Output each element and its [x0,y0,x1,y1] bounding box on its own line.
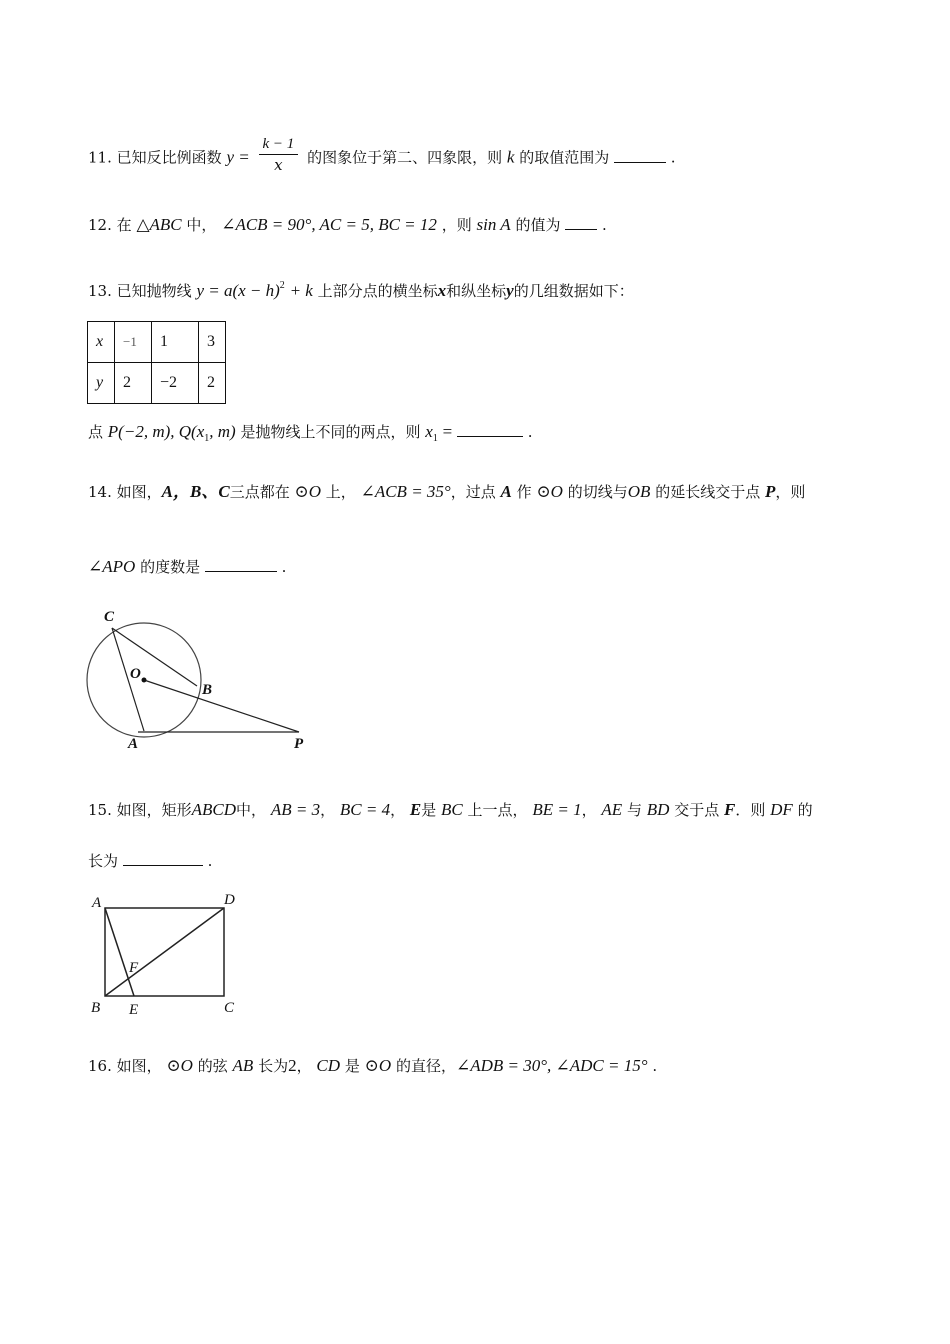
q11-y-eq: y = [226,147,250,167]
q15-text-pre: 如图，矩形 [116,801,192,819]
q11-frac-den: x [274,156,283,174]
table-cell: −2 [152,363,199,404]
question-13 [88,276,634,301]
q13-x1-sub: 1 [432,433,438,444]
q11-var-k: k [506,147,515,167]
q13-points-end: , m) [209,422,236,441]
q12-text-mid2: ，则 [441,216,472,234]
q13-eq-b: + k [289,281,313,300]
q14-end: . [281,558,287,576]
q16-end: . [652,1057,658,1075]
q14-point-a: A [500,482,512,501]
q14-figure [84,608,314,753]
q16-number: 16. [88,1057,112,1075]
q16-circle: ⊙O [166,1056,193,1075]
q15-answer-blank[interactable] [123,851,203,866]
q14-label-a: A [128,736,139,752]
q15-end: . [207,852,213,870]
q14-point-p: P [765,482,776,501]
q16-text-mid4: 的直径， [395,1057,456,1075]
table-cell: 2 [199,363,226,404]
q14-line2-post: 的度数是 [140,558,201,576]
q11-text-mid: 的图象位于第二、四象限，则 [307,148,503,167]
q13-points-sub: 1 [204,433,210,444]
q16-text-mid2: 长为 [258,1057,289,1075]
q15-point-e: E [409,800,422,819]
q12-condition: ∠ACB = 90°, AC = 5, BC = 12 [221,215,437,234]
q11-text-post: 的取值范围为 [519,148,610,167]
q15-text-mid6: ．则 [735,801,766,819]
q15-df: DF [770,800,793,819]
q15-be: BE = 1 [532,800,582,819]
table-cell: x [88,322,115,363]
q14-points: A，B、C [161,482,230,501]
q13-eq-a: y = a(x − h) [196,281,280,300]
q14-circle2: ⊙O [536,482,563,501]
q12-end: . [602,216,607,234]
q14-text-mid2: 上， [325,483,356,501]
table-cell: 3 [199,322,226,363]
q12-triangle: △ABC [136,215,182,234]
q12-expression: sin A [476,215,511,234]
q15-ab: AB = 3 [270,800,321,819]
q15-number: 15. [88,801,112,819]
q15-segment-bd [105,908,224,996]
q15-bd: BD [646,800,670,819]
q12-text-pre: 在 [116,216,132,234]
q14-number: 14. [88,483,112,501]
q14-ob: OB [627,482,651,501]
q13-text-pre: 已知抛物线 [116,282,192,300]
q12-text-mid1: 中， [186,216,217,234]
q15-text-mid4: 与 [626,801,642,819]
q16-text-mid3: 是 [344,1057,360,1075]
q13-text-and: 和纵坐标 [446,282,507,300]
question-16 [88,1056,657,1076]
q15-text-mid5: 交于点 [674,801,720,819]
table-cell: 2 [115,363,152,404]
q15-label-c: C [224,1000,235,1016]
q15-sep3: ， [581,801,597,819]
q16-ab: AB [232,1056,254,1075]
q15-point-f: F [724,800,736,819]
q14-text-mid3: ，过点 [450,483,496,501]
q14-text-mid1: 三点都在 [229,483,290,501]
q11-frac-num: k − 1 [259,134,299,155]
q15-label-e: E [129,1002,139,1018]
q16-angles: ∠ADB = 30°, ∠ADC = 15° [455,1056,648,1075]
q14-label-b: B [202,682,213,698]
q14-center-dot [142,678,147,683]
q11-text-pre: 已知反比例函数 [116,148,222,167]
q14-text-mid4: 作 [516,483,532,501]
q14-label-p: P [294,736,304,752]
q13-line2-pre: 点 [88,423,104,441]
q14-circle: ⊙O [294,482,322,501]
q16-cd: CD [316,1056,341,1075]
question-13-line2 [88,422,533,449]
q15-label-d: D [224,892,235,908]
q14-segment-cb [112,628,197,686]
q16-text-pre: 如图， [116,1057,162,1075]
q11-answer-blank[interactable] [614,148,666,163]
question-11 [88,138,676,179]
q14-label-o: O [130,666,141,682]
q14-text-mid6: 的延长线交于点 [655,483,761,501]
q15-sep2: ， [390,801,406,819]
q15-text-mid7: 的 [797,801,813,819]
question-14-line2 [88,557,286,577]
q15-text-mid3: 上一点， [467,801,528,819]
q14-label-c: C [104,609,115,625]
q11-number: 11. [88,148,112,167]
table-cell: y [88,363,115,404]
q13-end: . [527,423,533,441]
q15-rect: ABCD [191,800,237,819]
q15-text-mid2: 是 [421,801,437,819]
q16-length: 2 [288,1056,297,1075]
q16-circle2: ⊙O [364,1056,392,1075]
q13-text-post2: 的几组数据如下： [513,282,634,300]
q15-segment-ae [105,908,134,996]
question-14 [88,482,805,502]
q12-number: 12. [88,216,112,234]
q15-bc: BC = 4 [339,800,391,819]
q11-end: . [670,148,676,167]
q15-label-a: A [92,895,102,911]
q13-eq-exponent: 2 [279,280,285,291]
table-row [88,363,226,404]
table-cell: 1 [152,322,199,363]
q14-text-pre: 如图， [116,483,162,501]
table-cell: −1 [115,322,152,363]
q15-figure [88,888,258,1018]
q15-label-f: F [129,960,139,976]
q14-answer-blank[interactable] [205,557,277,572]
q15-line2-pre: 长为 [88,852,119,870]
q13-text-post: 上部分点的横坐标 [317,282,438,300]
q13-x1-eq: = [442,422,453,441]
q14-angle: ∠ACB = 35° [360,482,451,501]
q14-angle-apo: ∠APO [88,557,136,576]
q16-sep: ， [296,1057,312,1075]
q15-ae: AE [601,800,623,819]
q12-answer-blank[interactable] [565,215,597,230]
question-15 [88,800,813,820]
q15-text-mid1: 中， [236,801,267,819]
q13-var-y: y [506,281,514,300]
q13-answer-blank[interactable] [457,422,523,437]
q13-value-table [87,321,226,404]
q12-text-post: 的值为 [515,216,561,234]
question-15-line2 [88,851,212,871]
q13-points: P(−2, m), Q(x [107,422,205,441]
q14-text-mid7: ，则 [775,483,806,501]
q14-segment-op [144,680,299,732]
question-12 [88,215,607,235]
q13-x1: x [425,422,433,441]
table-row [88,322,226,363]
q15-label-b: B [91,1000,101,1016]
q16-text-mid1: 的弦 [197,1057,228,1075]
q15-sep1: ， [320,801,336,819]
q14-text-mid5: 的切线与 [567,483,628,501]
q13-var-x: x [437,281,447,300]
q13-line2-mid: 是抛物线上不同的两点，则 [240,423,421,441]
q11-fraction [259,134,299,175]
q13-number: 13. [88,282,112,300]
q15-bc2: BC [441,800,463,819]
